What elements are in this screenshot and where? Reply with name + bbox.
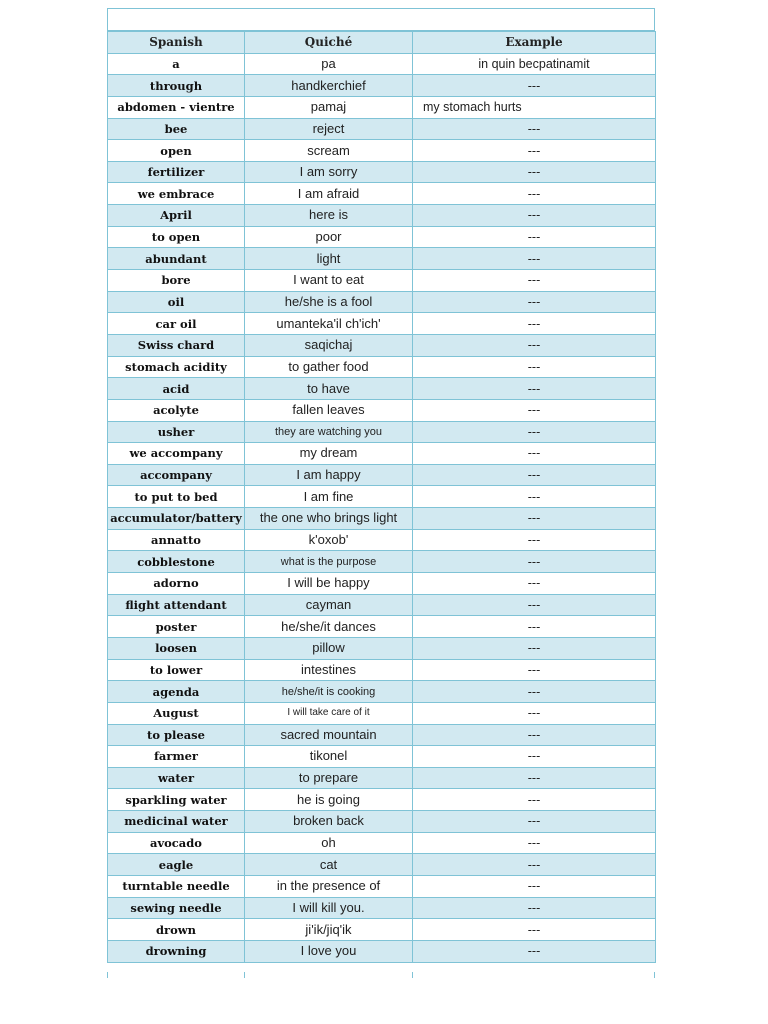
vocabulary-document [107, 8, 655, 972]
spanish-cell: eagle [108, 854, 245, 876]
spanish-cell: abundant [108, 248, 245, 270]
table-row [108, 270, 656, 292]
quiche-cell: pamaj [245, 96, 413, 118]
quiche-cell: in the presence of [245, 875, 413, 897]
quiche-cell: tikonel [245, 746, 413, 768]
spanish-cell: through [108, 75, 245, 97]
table-row [108, 767, 656, 789]
example-cell: --- [413, 919, 656, 941]
spanish-cell: abdomen - vientre [108, 96, 245, 118]
quiche-cell: I am afraid [245, 183, 413, 205]
quiche-cell: I am fine [245, 486, 413, 508]
table-row [108, 789, 656, 811]
example-cell: --- [413, 75, 656, 97]
spanish-cell: avocado [108, 832, 245, 854]
quiche-cell: pa [245, 53, 413, 75]
spanish-cell: usher [108, 421, 245, 443]
example-cell: --- [413, 832, 656, 854]
example-cell: --- [413, 659, 656, 681]
table-row [108, 897, 656, 919]
spanish-cell: stomach acidity [108, 356, 245, 378]
table-row [108, 118, 656, 140]
example-cell: my stomach hurts [413, 96, 656, 118]
spanish-cell: acolyte [108, 399, 245, 421]
spanish-cell: drown [108, 919, 245, 941]
example-cell: --- [413, 334, 656, 356]
table-row [108, 248, 656, 270]
example-cell: --- [413, 313, 656, 335]
table-row [108, 226, 656, 248]
example-cell: --- [413, 140, 656, 162]
table-row [108, 616, 656, 638]
example-cell: --- [413, 724, 656, 746]
quiche-cell: my dream [245, 443, 413, 465]
spanish-cell: bee [108, 118, 245, 140]
quiche-cell: k'oxob' [245, 529, 413, 551]
quiche-cell: sacred mountain [245, 724, 413, 746]
table-continuation [107, 972, 655, 978]
quiche-cell: ji'ik/jiq'ik [245, 919, 413, 941]
quiche-cell: I love you [245, 940, 413, 962]
table-row [108, 313, 656, 335]
table-row [108, 183, 656, 205]
quiche-cell: to prepare [245, 767, 413, 789]
spanish-cell: agenda [108, 681, 245, 703]
table-row [108, 443, 656, 465]
example-cell: --- [413, 226, 656, 248]
table-title-row [107, 8, 655, 32]
quiche-cell: fallen leaves [245, 399, 413, 421]
example-cell: --- [413, 681, 656, 703]
spanish-cell: sparkling water [108, 789, 245, 811]
quiche-cell: he is going [245, 789, 413, 811]
spanish-cell: August [108, 702, 245, 724]
example-cell: in quin becpatinamit [413, 53, 656, 75]
quiche-cell: they are watching you [245, 421, 413, 443]
example-cell: --- [413, 486, 656, 508]
quiche-cell: light [245, 248, 413, 270]
quiche-cell: intestines [245, 659, 413, 681]
spanish-cell: turntable needle [108, 875, 245, 897]
spanish-cell: accumulator/battery [108, 508, 245, 530]
spanish-cell: drowning [108, 940, 245, 962]
spanish-cell: bore [108, 270, 245, 292]
header-example: Example [413, 32, 656, 54]
quiche-cell: saqichaj [245, 334, 413, 356]
example-cell: --- [413, 248, 656, 270]
table-row [108, 75, 656, 97]
table-row [108, 378, 656, 400]
spanish-cell: to open [108, 226, 245, 248]
table-row [108, 399, 656, 421]
quiche-cell: cayman [245, 594, 413, 616]
spanish-cell: adorno [108, 573, 245, 595]
example-cell: --- [413, 702, 656, 724]
example-cell: --- [413, 940, 656, 962]
table-row [108, 724, 656, 746]
example-cell: --- [413, 616, 656, 638]
table-row [108, 421, 656, 443]
spanish-cell: poster [108, 616, 245, 638]
example-cell: --- [413, 183, 656, 205]
spanish-cell: a [108, 53, 245, 75]
quiche-cell: poor [245, 226, 413, 248]
vocabulary-table [107, 31, 656, 963]
example-cell: --- [413, 551, 656, 573]
spanish-cell: cobblestone [108, 551, 245, 573]
spanish-cell: to please [108, 724, 245, 746]
spanish-cell: to lower [108, 659, 245, 681]
example-cell: --- [413, 594, 656, 616]
quiche-cell: he/she/it is cooking [245, 681, 413, 703]
table-row [108, 486, 656, 508]
table-row [108, 746, 656, 768]
quiche-cell: scream [245, 140, 413, 162]
table-row [108, 594, 656, 616]
example-cell: --- [413, 464, 656, 486]
spanish-cell: April [108, 205, 245, 227]
table-row [108, 529, 656, 551]
table-row [108, 832, 656, 854]
table-body [108, 53, 656, 962]
spanish-cell: sewing needle [108, 897, 245, 919]
quiche-cell: he/she/it dances [245, 616, 413, 638]
example-cell: --- [413, 767, 656, 789]
table-row [108, 53, 656, 75]
quiche-cell: the one who brings light [245, 508, 413, 530]
spanish-cell: to put to bed [108, 486, 245, 508]
example-cell: --- [413, 421, 656, 443]
quiche-cell: what is the purpose [245, 551, 413, 573]
table-row [108, 205, 656, 227]
spanish-cell: car oil [108, 313, 245, 335]
quiche-cell: pillow [245, 637, 413, 659]
spanish-cell: accompany [108, 464, 245, 486]
spanish-cell: water [108, 767, 245, 789]
table-row [108, 508, 656, 530]
example-cell: --- [413, 161, 656, 183]
example-cell: --- [413, 573, 656, 595]
quiche-cell: I will kill you. [245, 897, 413, 919]
spanish-cell: we embrace [108, 183, 245, 205]
quiche-cell: oh [245, 832, 413, 854]
example-cell: --- [413, 746, 656, 768]
table-row [108, 140, 656, 162]
table-row [108, 573, 656, 595]
header-spanish: Spanish [108, 32, 245, 54]
quiche-cell: I am happy [245, 464, 413, 486]
header-row [108, 32, 656, 54]
table-row [108, 356, 656, 378]
example-cell: --- [413, 854, 656, 876]
quiche-cell: I want to eat [245, 270, 413, 292]
example-cell: --- [413, 378, 656, 400]
quiche-cell: to have [245, 378, 413, 400]
table-row [108, 940, 656, 962]
table-row [108, 854, 656, 876]
table-row [108, 702, 656, 724]
spanish-cell: medicinal water [108, 811, 245, 833]
quiche-cell: I will be happy [245, 573, 413, 595]
example-cell: --- [413, 789, 656, 811]
example-cell: --- [413, 508, 656, 530]
table-row [108, 291, 656, 313]
table-row [108, 811, 656, 833]
table-row [108, 96, 656, 118]
quiche-cell: I am sorry [245, 161, 413, 183]
spanish-cell: loosen [108, 637, 245, 659]
spanish-cell: flight attendant [108, 594, 245, 616]
quiche-cell: to gather food [245, 356, 413, 378]
example-cell: --- [413, 118, 656, 140]
table-row [108, 464, 656, 486]
example-cell: --- [413, 897, 656, 919]
example-cell: --- [413, 205, 656, 227]
example-cell: --- [413, 529, 656, 551]
table-row [108, 681, 656, 703]
spanish-cell: we accompany [108, 443, 245, 465]
table-row [108, 161, 656, 183]
spanish-cell: acid [108, 378, 245, 400]
example-cell: --- [413, 811, 656, 833]
quiche-cell: reject [245, 118, 413, 140]
table-row [108, 551, 656, 573]
spanish-cell: farmer [108, 746, 245, 768]
spanish-cell: fertilizer [108, 161, 245, 183]
example-cell: --- [413, 637, 656, 659]
example-cell: --- [413, 443, 656, 465]
example-cell: --- [413, 399, 656, 421]
quiche-cell: umanteka'il ch'ich' [245, 313, 413, 335]
quiche-cell: I will take care of it [245, 702, 413, 724]
table-row [108, 659, 656, 681]
example-cell: --- [413, 291, 656, 313]
spanish-cell: Swiss chard [108, 334, 245, 356]
quiche-cell: broken back [245, 811, 413, 833]
example-cell: --- [413, 875, 656, 897]
spanish-cell: annatto [108, 529, 245, 551]
quiche-cell: here is [245, 205, 413, 227]
table-row [108, 875, 656, 897]
table-row [108, 919, 656, 941]
example-cell: --- [413, 356, 656, 378]
quiche-cell: he/she is a fool [245, 291, 413, 313]
example-cell: --- [413, 270, 656, 292]
spanish-cell: oil [108, 291, 245, 313]
table-row [108, 334, 656, 356]
quiche-cell: handkerchief [245, 75, 413, 97]
quiche-cell: cat [245, 854, 413, 876]
header-quiche: Quiché [245, 32, 413, 54]
spanish-cell: open [108, 140, 245, 162]
table-row [108, 637, 656, 659]
